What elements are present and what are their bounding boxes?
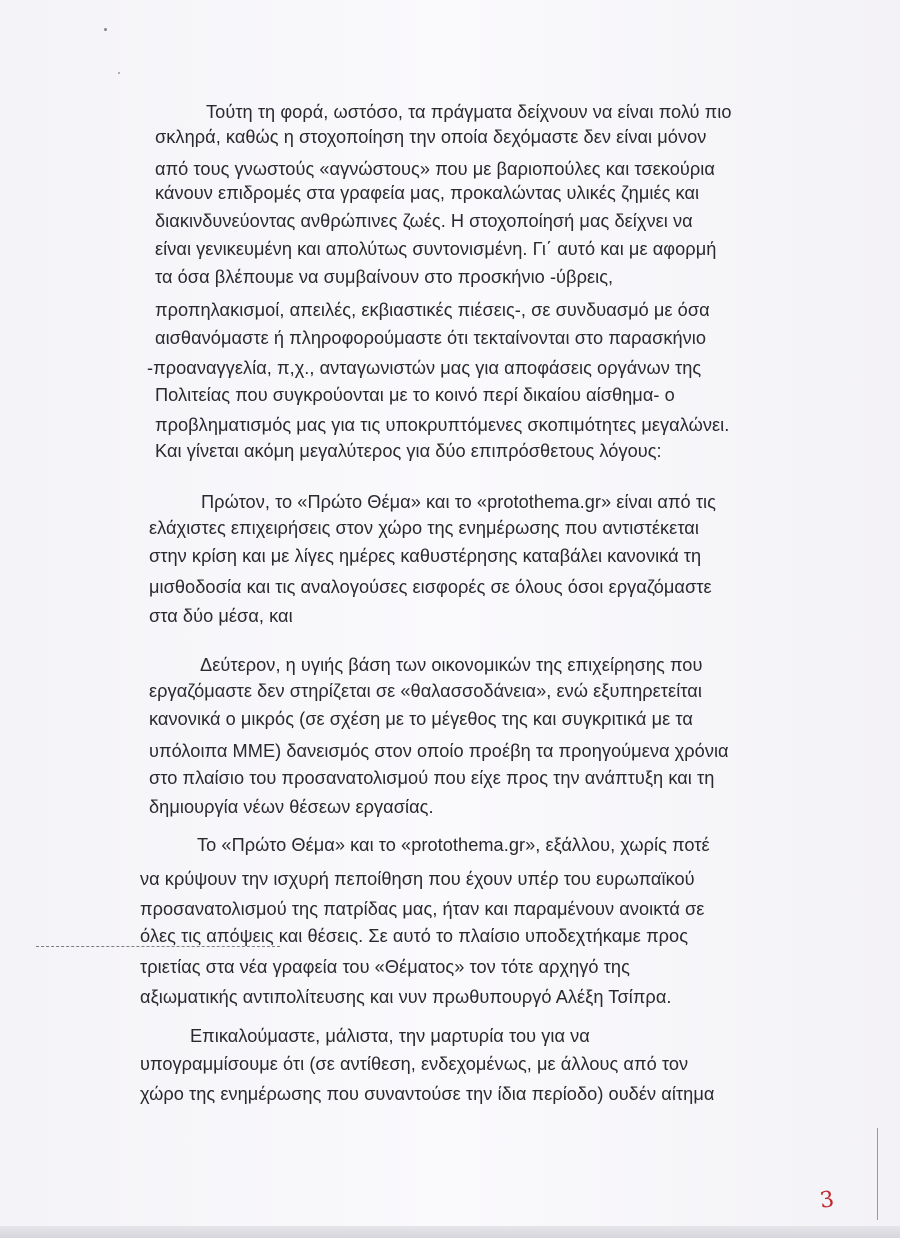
- text-line: μισθοδοσία και τις αναλογούσες εισφορές σε όλους όσοι εργαζόμαστε: [149, 577, 712, 597]
- text-line: αξιωματικής αντιπολίτευσης και νυν πρωθυπουργό Αλέξη Τσίπρα.: [140, 987, 672, 1007]
- text-line: προπηλακισμοί, απειλές, εκβιαστικές πιέσεις-, σε συνδυασμό με όσα: [155, 300, 710, 320]
- scan-edge-line: [877, 1128, 878, 1220]
- text-line: Πρώτον, το «Πρώτο Θέμα» και το «protothema.gr» είναι από τις: [201, 492, 716, 512]
- text-line: ελάχιστες επιχειρήσεις στον χώρο της ενημέρωσης που αντιστέκεται: [149, 518, 699, 538]
- text-line: Τούτη τη φορά, ωστόσο, τα πράγματα δείχνουν να είναι πολύ πιο: [206, 102, 732, 122]
- page-number: 3: [818, 1187, 836, 1214]
- text-line: τριετίας στα νέα γραφεία του «Θέματος» τον τότε αρχηγό της: [140, 957, 630, 977]
- text-line: διακινδυνεύοντας ανθρώπινες ζωές. Η στοχοποίησή μας δείχνει να: [155, 211, 693, 231]
- text-line: Το «Πρώτο Θέμα» και το «protothema.gr», εξάλλου, χωρίς ποτέ: [197, 835, 710, 855]
- text-line: δημιουργία νέων θέσεων εργασίας.: [149, 797, 434, 817]
- text-line: κάνουν επιδρομές στα γραφεία μας, προκαλώντας υλικές ζημιές και: [155, 183, 700, 203]
- text-line: προσανατολισμού της πατρίδας μας, ήταν και παραμένουν ανοικτά σε: [140, 899, 705, 919]
- scan-artifact-line: [36, 946, 280, 947]
- scan-bottom-edge: [0, 1226, 900, 1238]
- text-line: σκληρά, καθώς η στοχοποίηση την οποία δεχόμαστε δεν είναι μόνον: [155, 127, 707, 147]
- text-line: υπόλοιπα ΜΜΕ) δανεισμός στον οποίο προέβη τα προηγούμενα χρόνια: [149, 741, 729, 761]
- text-line: εργαζόμαστε δεν στηρίζεται σε «θαλασσοδάνεια», ενώ εξυπηρετείται: [149, 681, 702, 701]
- text-line: να κρύψουν την ισχυρή πεποίθηση που έχουν υπέρ του ευρωπαϊκού: [140, 869, 695, 889]
- text-line: προβληματισμός μας για τις υποκρυπτόμενες σκοπιμότητες μεγαλώνει.: [155, 415, 730, 435]
- text-line: στα δύο μέσα, και: [149, 606, 293, 626]
- text-line: χώρο της ενημέρωσης που συναντούσε την ίδια περίοδο) ουδέν αίτημα: [140, 1084, 715, 1104]
- text-line: Και γίνεται ακόμη μεγαλύτερος για δύο επιπρόσθετους λόγους:: [155, 441, 662, 461]
- text-line: κανονικά ο μικρός (σε σχέση με το μέγεθος της και συγκριτικά με τα: [149, 709, 693, 729]
- text-line: υπογραμμίσουμε ότι (σε αντίθεση, ενδεχομένως, με άλλους από τον: [140, 1054, 689, 1074]
- text-line: -προαναγγελία, π,χ., ανταγωνιστών μας για αποφάσεις οργάνων της: [147, 358, 702, 378]
- text-line: στο πλαίσιο του προσανατολισμού που είχε προς την ανάπτυξη και τη: [149, 768, 715, 788]
- text-line: Επικαλούμαστε, μάλιστα, την μαρτυρία του για να: [190, 1026, 590, 1046]
- text-line: στην κρίση και με λίγες ημέρες καθυστέρησης καταβάλει κανονικά τη: [149, 546, 702, 566]
- text-line: Πολιτείας που συγκρούονται με το κοινό περί δικαίου αίσθημα- ο: [155, 385, 675, 405]
- text-line: τα όσα βλέπουμε να συμβαίνουν στο προσκήνιο -ύβρεις,: [155, 267, 614, 287]
- text-line: από τους γνωστούς «αγνώστους» που με βαριοπούλες και τσεκούρια: [155, 159, 715, 179]
- text-line: όλες τις απόψεις και θέσεις. Σε αυτό το πλαίσιο υποδεχτήκαμε προς: [140, 926, 689, 946]
- text-line: αισθανόμαστε ή πληροφορούμαστε ότι τεκταίνονται στο παρασκήνιο: [155, 328, 707, 348]
- text-line: Δεύτερον, η υγιής βάση των οικονομικών της επιχείρησης που: [200, 655, 703, 675]
- scan-speck: [104, 28, 107, 31]
- scan-speck: [118, 72, 120, 74]
- text-line: είναι γενικευμένη και απολύτως συντονισμένη. Γι΄ αυτό και με αφορμή: [155, 239, 717, 259]
